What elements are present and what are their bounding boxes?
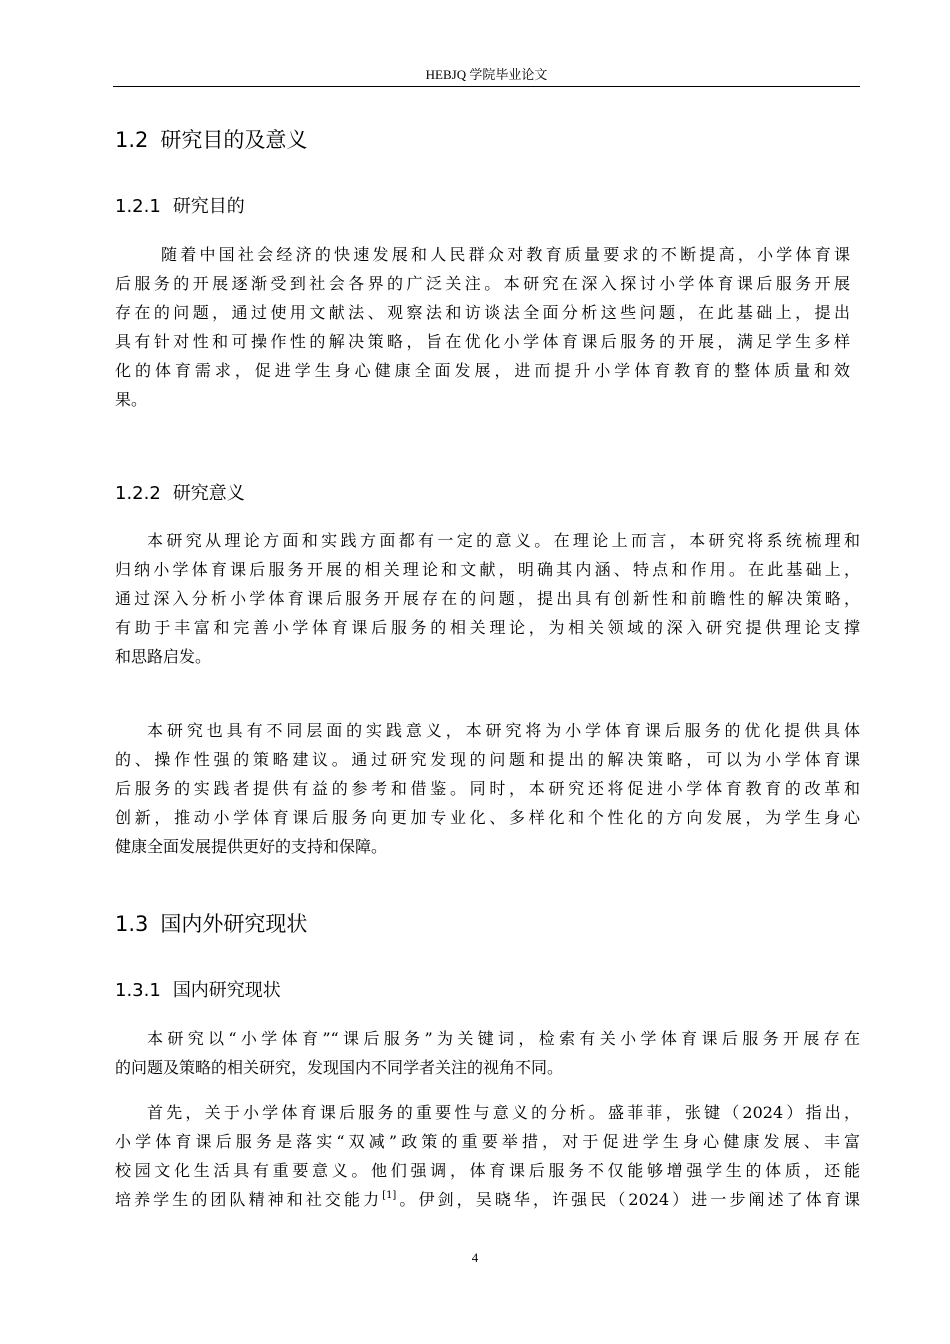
section-number: 1.2.2: [115, 483, 161, 504]
header-rule: [113, 86, 860, 87]
text-line: 有助于丰富和完善小学体育课后服务的相关理论，为相关领域的深入研究提供理论支撑: [115, 618, 860, 637]
text-line: 小学体育课后服务是落实“双减”政策的重要举措，对于促进学生身心健康发展、丰富: [115, 1132, 860, 1151]
text-run: 。伊剑，吴晓华，许强民（2024）进一步阐述了体育课: [396, 1190, 860, 1209]
text-line: 本研究从理论方面和实践方面都有一定的意义。在理论上而言，本研究将系统梳理和: [147, 531, 860, 550]
text-line: 校园文化生活具有重要意义。他们强调，体育课后服务不仅能够增强学生的体质，还能: [115, 1161, 860, 1180]
text-line: 果。: [115, 390, 148, 409]
section-title: 国内研究现状: [172, 980, 281, 1001]
paragraph-practical-significance: [115, 716, 860, 861]
page-number: 4: [471, 1250, 479, 1265]
paragraph-research-purpose: [115, 240, 850, 414]
text-line: 和思路启发。: [115, 647, 212, 666]
text-line: 随着中国社会经济的快速发展和人民群众对教育质量要求的不断提高，小学体育课: [161, 245, 850, 264]
section-number: 1.3: [115, 912, 149, 936]
text-line: 存在的问题，通过使用文献法、观察法和访谈法全面分析这些问题，在此基础上，提出: [115, 303, 850, 322]
text-line: 后服务的实践者提供有益的参考和借鉴。同时，本研究还将促进小学体育教育的改革和: [115, 779, 860, 798]
paragraph-theoretical-significance: [115, 526, 860, 671]
text-line: 的问题及策略的相关研究，发现国内不同学者关注的视角不同。: [115, 1058, 564, 1077]
section-number: 1.2: [115, 128, 149, 152]
section-number: 1.2.1: [115, 196, 161, 217]
section-heading-1-2-2: [115, 479, 245, 505]
section-title: 国内外研究现状: [160, 912, 308, 936]
text-line: 归纳小学体育课后服务开展的相关理论和文献，明确其内涵、特点和作用。在此基础上，: [115, 560, 860, 579]
text-line: 创新，推动小学体育课后服务向更加专业化、多样化和个性化的方向发展，为学生身心: [115, 808, 860, 827]
section-heading-1-3-1: [115, 976, 281, 1002]
citation-ref[interactable]: [1]: [382, 1190, 397, 1201]
text-line: 健康全面发展提供更好的支持和保障。: [115, 837, 388, 856]
text-line: 的、操作性强的策略建议。通过研究发现的问题和提出的解决策略，可以为小学体育课: [115, 750, 860, 769]
paragraph-domestic-keywords: [115, 1024, 860, 1082]
section-heading-1-2-1: [115, 192, 245, 218]
running-header: HEBJQ 学院毕业论文: [425, 67, 548, 82]
paragraph-domestic-importance: [115, 1098, 860, 1214]
section-heading-1-2: [115, 124, 307, 154]
section-title: 研究意义: [172, 483, 245, 504]
text-line: 通过深入分析小学体育课后服务开展存在的问题，提出具有创新性和前瞻性的解决策略，: [115, 589, 860, 608]
text-line: 本研究也具有不同层面的实践意义，本研究将为小学体育课后服务的优化提供具体: [147, 721, 860, 740]
text-line: 本研究以“小学体育”“课后服务”为关键词，检索有关小学体育课后服务开展存在: [147, 1029, 860, 1048]
section-title: 研究目的: [172, 196, 245, 217]
text-line: 首先，关于小学体育课后服务的重要性与意义的分析。盛菲菲，张键（2024）指出，: [147, 1103, 860, 1122]
text-line: [115, 1185, 860, 1214]
section-number: 1.3.1: [115, 980, 161, 1001]
text-run: 培养学生的团队精神和社交能力: [115, 1190, 383, 1209]
text-line: 化的体育需求，促进学生身心健康全面发展，进而提升小学体育教育的整体质量和效: [115, 361, 850, 380]
section-heading-1-3: [115, 908, 307, 938]
text-line: 具有针对性和可操作性的解决策略，旨在优化小学体育课后服务的开展，满足学生多样: [115, 332, 850, 351]
section-title: 研究目的及意义: [160, 128, 308, 152]
text-line: 后服务的开展逐渐受到社会各界的广泛关注。本研究在深入探讨小学体育课后服务开展: [115, 274, 850, 293]
